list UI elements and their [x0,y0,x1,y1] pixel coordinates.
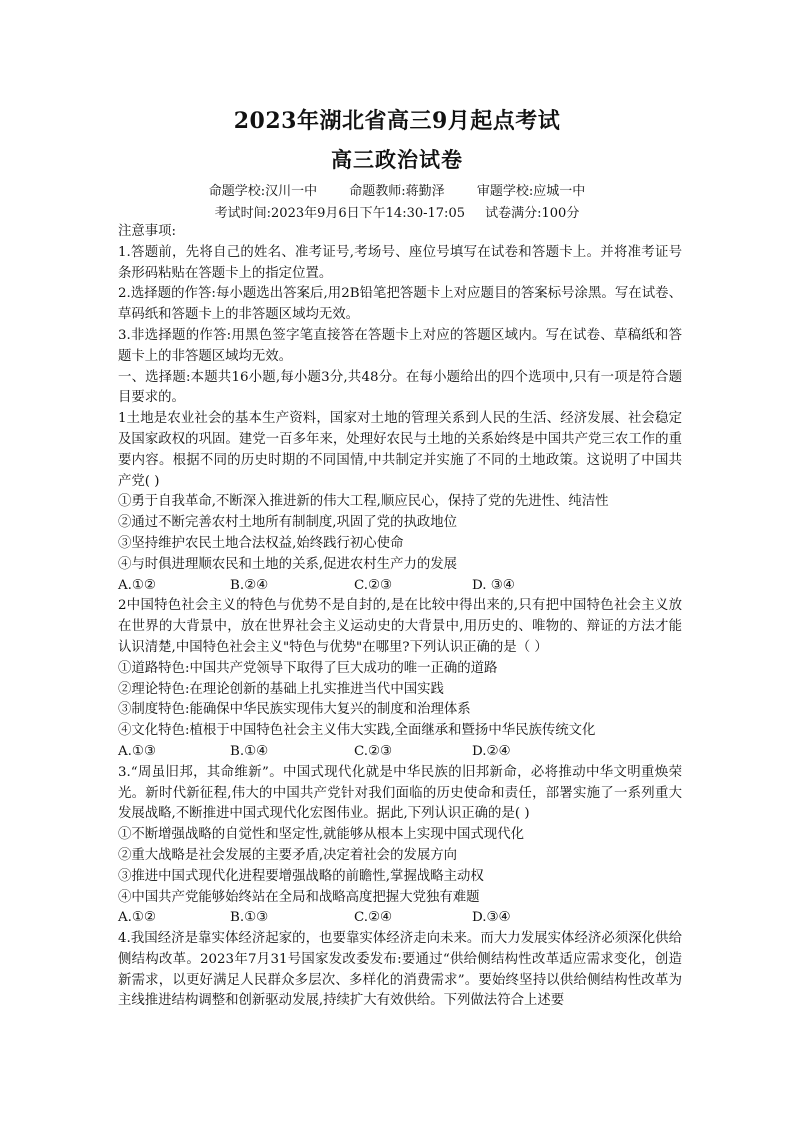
option-c: C.②④ [354,910,393,926]
note-item: 2.选择题的作答:每小题选出答案后,用2B铅笔把答题卡上对应题目的答案标号涂黑。写在试卷、草码纸和答题卡上的非答题区域均无效。 [118,286,682,323]
question-item: ④文化特色:植根于中国特色社会主义伟大实践,全面继承和暨扬中华民族传统文化 [118,723,596,739]
exam-title: 2023年湖北省高三9月起点考试 [233,108,561,134]
question-item: ③坚持维护农民土地合法权益,始终践行初心使命 [118,535,404,551]
question-item: ①道路特色:中国共产党领导下取得了巨大成功的唯一正确的道路 [118,660,498,676]
question-item: ②理论特色:在理论创新的基础上扎实推进当代中国实践 [118,681,444,697]
option-d: D. ③④ [472,577,515,593]
option-c: C.②③ [354,743,393,759]
note-item: 1.答题前，先将自己的姓名、准考证号,考场号、座位号填写在试卷和答题卡上。并将准考证号条形码粘贴在答题卡上的指定位置。 [118,244,682,281]
notes-heading: 注意事项: [118,224,177,239]
question-item: ③制度特色:能确保中华民族实现伟大复兴的制度和治理体系 [118,702,471,718]
exam-body [118,222,682,1012]
question-item: ①勇于自我革命,不断深入推进新的伟大工程,顺应民心，保持了党的先进性、纯洁性 [118,494,609,510]
question-stem: 1土地是农业社会的基本生产资料，国家对土地的管理关系到人民的生活、经济发展、社会稳定及国家政权的巩固。建党一百多年来，处理好农民与土地的关系始终是中国共产党三农工作的重要内容。根据不同的历史时期的不同国情,中共制定并实施了不同的土地政策。这说明了中国共产党( ) [118,411,682,489]
option-b: B.①③ [230,910,269,926]
exam-time-score [0,202,794,221]
question-stem: 2中国特色社会主义的特色与优势不是自封的,是在比较中得出来的,只有把中国特色社会主义放在世界的大背景中，放在世界社会主义运动史的大背景中,用历史的、唯物的、辩证的方法才能认识清楚,中国特色社会主义"特色与优势"在哪里?下列认识正确的是（ ） [118,598,682,655]
reviewer-info: 审题学校:应城一中 [476,184,586,199]
option-d: D.②④ [472,743,511,759]
option-d: D.③④ [472,910,511,926]
exam-score: 试卷满分:100分 [485,206,580,221]
option-a: A.①② [118,910,156,926]
question-item: ④中国共产党能够始终站在全局和战略高度把握大党独有难题 [118,889,480,905]
answer-options [118,576,682,597]
option-b: B.②④ [230,577,269,593]
option-c: C.②③ [354,577,393,593]
option-b: B.①④ [230,743,269,759]
question-item: ②重大战略是社会发展的主要矛盾,决定着社会的发展方向 [118,847,458,863]
teacher-info: 命题教师:蒋勤泽 [349,184,445,199]
exam-subtitle: 高三政治试卷 [331,147,463,172]
answer-options [118,908,682,929]
section-heading: 一、选择题:本题共16小题,每小题3分,共48分。在每小题给出的四个选项中,只有一项是符合题目要求的。 [118,369,682,406]
school-info: 命题学校:汉川一中 [208,184,318,199]
question-item: ③推进中国式现代化进程要增强战略的前瞻性,掌握战略主动权 [118,868,484,884]
answer-options [118,742,682,763]
question-item: ①不断增强战略的自觉性和坚定性,就能够从根本上实现中国式现代化 [118,827,524,843]
note-item: 3.非选择题的作答:用黑色签字笔直接答在答题卡上对应的答题区域内。写在试卷、草稿纸和答题卡上的非答题区域均无效。 [118,327,682,364]
question-stem: 3.“周虽旧邦，其命维新”。中国式现代化就是中华民族的旧邦新命，必将推动中华文明重焕荣光。新时代新征程,伟大的中国共产党针对我们面临的历史使命和责任，部署实施了一系列重大发展战略,不断推进中国式现代化宏图伟业。据此,下列认识正确的是( ) [118,764,682,822]
option-a: A.①③ [118,743,156,759]
option-a: A.①② [118,577,156,593]
question-item: ④与时俱进理顺农民和土地的关系,促进农村生产力的发展 [118,556,458,572]
exam-time: 考试时间:2023年9月6日下午14:30-17:05 [214,206,465,221]
question-item: ②通过不断完善农村土地所有制制度,巩固了党的执政地位 [118,515,458,531]
question-stem: 4.我国经济是靠实体经济起家的，也要靠实体经济走向未来。而大力发展实体经济必须深化供给侧结构改革。2023年7月31号国家发改委发布:要通过“供给侧结构性改革适应需求变化，创造新需求，以更好满足人民群众多层次、多样化的消费需求”。要始终坚持以供给侧结构性改革为主线推进结构调整和创新驱动发展,持续扩大有效供给。下列做法符合上述要 [118,931,682,1009]
exam-authors [0,180,794,199]
